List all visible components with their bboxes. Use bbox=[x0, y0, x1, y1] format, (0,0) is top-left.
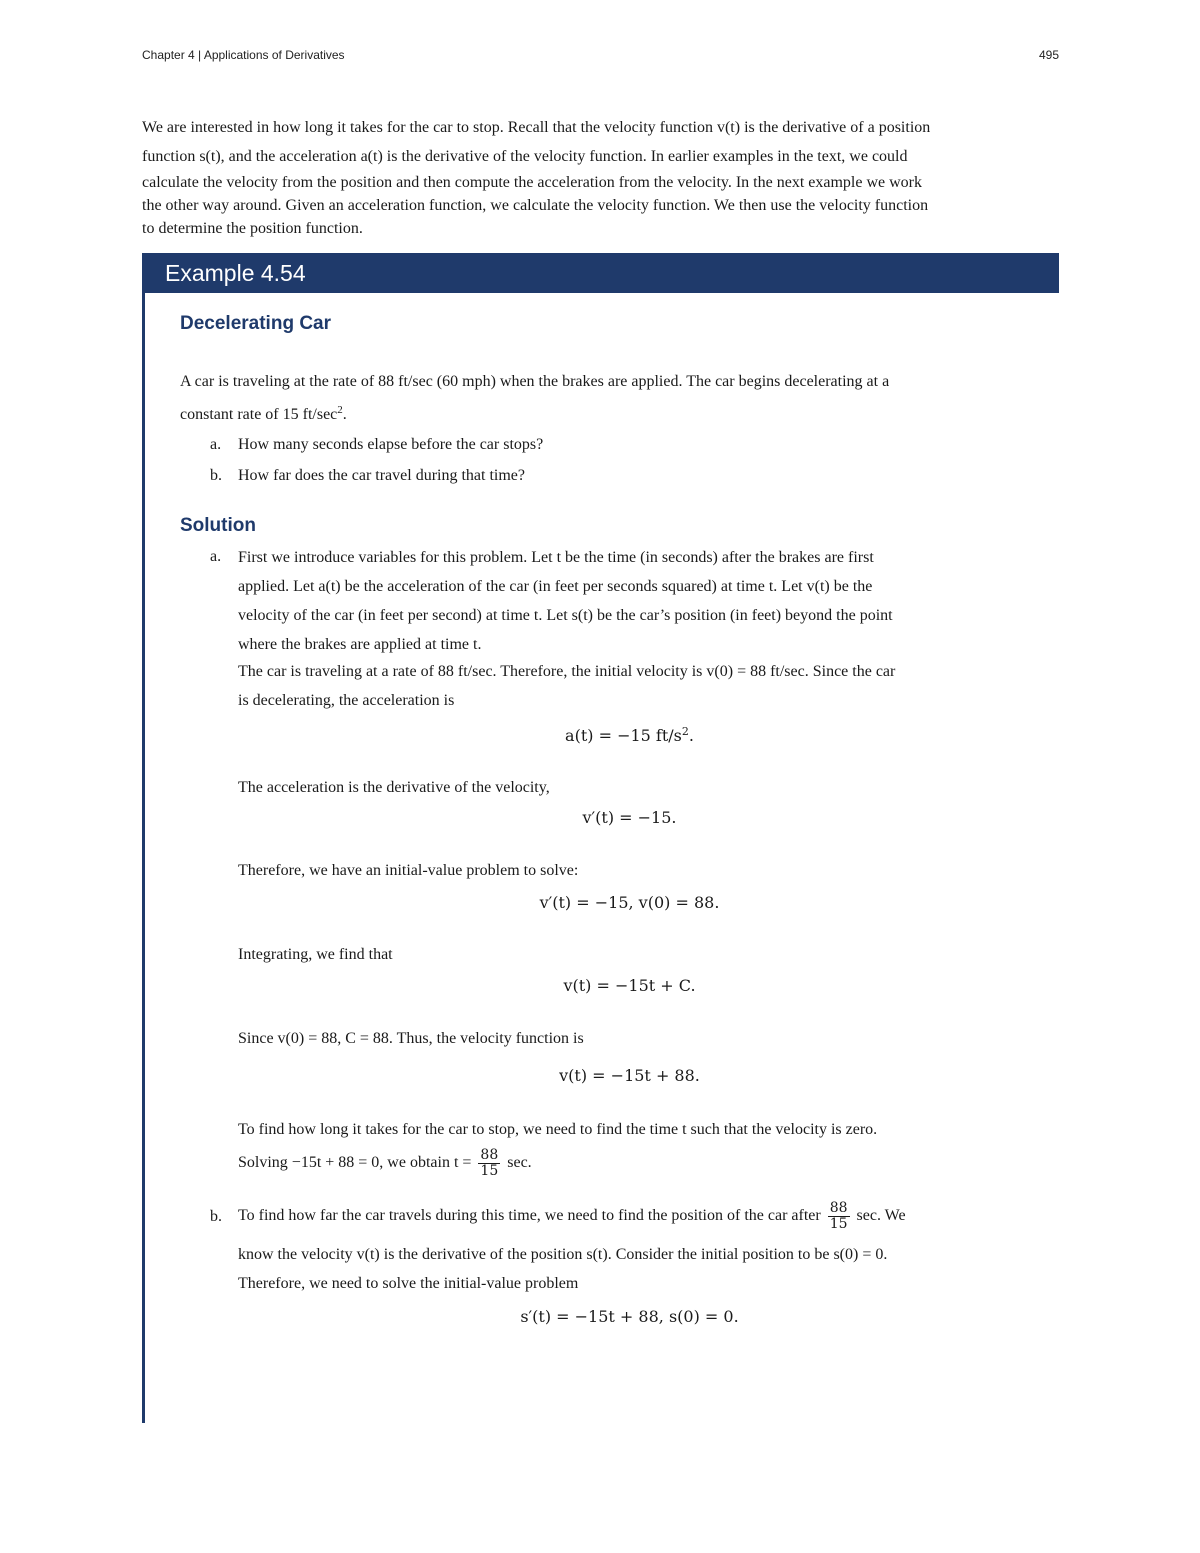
list-marker: a. bbox=[210, 436, 222, 453]
problem-line: A car is traveling at the rate of 88 ft/sec (60 mph) when the brakes are applied. The car begins decelerating at a bbox=[180, 373, 890, 390]
list-marker: a. bbox=[210, 548, 222, 565]
solution-title: Solution bbox=[180, 515, 256, 536]
solution-line: The car is traveling at a rate of 88 ft/sec. Therefore, the initial velocity is v(0) = 88 ft/sec. Since the car bbox=[238, 663, 896, 680]
solution-line: where the brakes are applied at time t. bbox=[238, 636, 482, 653]
solution-line: is decelerating, the acceleration is bbox=[238, 692, 455, 709]
problem-statement bbox=[180, 367, 1021, 429]
text-line: The acceleration is the derivative of the velocity, bbox=[238, 779, 550, 796]
equation-velocity-derivative: v′(t) = −15. bbox=[582, 808, 677, 827]
intro-line: calculate the velocity from the position and then compute the acceleration from the velocity. In the next example we work bbox=[142, 174, 923, 191]
question-text: How far does the car travel during that time? bbox=[238, 467, 525, 484]
solution-line: First we introduce variables for this problem. Let t be the time (in seconds) after the brakes are first bbox=[238, 549, 874, 566]
solution-line: know the velocity v(t) is the derivative of the position s(t). Consider the initial position to be s(0) = 0. bbox=[238, 1246, 888, 1263]
text-line: Therefore, we have an initial-value problem to solve: bbox=[238, 862, 579, 879]
solution-b-line: To find how far the car travels during this time, we need to find the position of the car after $\frac{88}{15}$ sec. We bbox=[238, 1199, 906, 1232]
example-title: Decelerating Car bbox=[180, 313, 332, 334]
solution-line: applied. Let a(t) be the acceleration of the car (in feet per seconds squared) at time t. Let v(t) be the bbox=[238, 578, 873, 595]
intro-line: function s(t), and the acceleration a(t) is the derivative of the velocity function. In earlier examples in the text, we could bbox=[142, 148, 908, 165]
equation-velocity-function: v(t) = −15t + 88. bbox=[559, 1066, 700, 1085]
solution-b-paragraph bbox=[238, 1240, 1021, 1298]
text-line: Integrating, we find that bbox=[238, 946, 393, 963]
text-line: To find how long it takes for the car to stop, we need to find the time t such that the velocity is zero. bbox=[238, 1121, 878, 1138]
page-number: 495 bbox=[1038, 48, 1059, 62]
example-header: Example 4.54 bbox=[142, 253, 1059, 293]
list-marker: b. bbox=[210, 1208, 222, 1225]
fraction: $\frac{88}{15}$ bbox=[829, 1199, 848, 1232]
text-line: Solving −15t + 88 = 0, we obtain t = $\frac{88}{15}$ sec. bbox=[238, 1146, 532, 1179]
problem-line: constant rate of 15 $ft/\sec^2$. bbox=[180, 404, 347, 423]
text-line: Since v(0) = 88, C = 88. Thus, the velocity function is bbox=[238, 1030, 584, 1047]
example-left-rule bbox=[142, 293, 145, 1423]
intro-paragraph bbox=[142, 113, 1059, 240]
fraction: $\frac{88}{15}$ bbox=[480, 1146, 499, 1179]
list-marker: b. bbox=[210, 467, 222, 484]
equation-position-ivp: s′(t) = −15t + 88, s(0) = 0. bbox=[520, 1307, 739, 1326]
solution-line: velocity of the car (in feet per second) at time t. Let s(t) be the car’s position (in feet) beyond the point bbox=[238, 607, 893, 624]
equation-initial-value: v′(t) = −15, v(0) = 88. bbox=[539, 893, 720, 912]
intro-line: to determine the position function. bbox=[142, 220, 363, 237]
question-text: How many seconds elapse before the car stops? bbox=[238, 436, 544, 453]
solution-line: Therefore, we need to solve the initial-value problem bbox=[238, 1275, 579, 1292]
equation-acceleration: a(t) = −15 $ft/s^2$. bbox=[565, 725, 694, 745]
intro-line: We are interested in how long it takes for the car to stop. Recall that the velocity function v(t) is the derivative of a position bbox=[142, 119, 931, 136]
chapter-title: Chapter 4 | Applications of Derivatives bbox=[142, 48, 345, 62]
solution-a-paragraph bbox=[238, 543, 1021, 715]
equation-velocity-general: v(t) = −15t + C. bbox=[563, 976, 696, 995]
intro-line: the other way around. Given an acceleration function, we calculate the velocity function. We then use the velocity function bbox=[142, 197, 929, 214]
